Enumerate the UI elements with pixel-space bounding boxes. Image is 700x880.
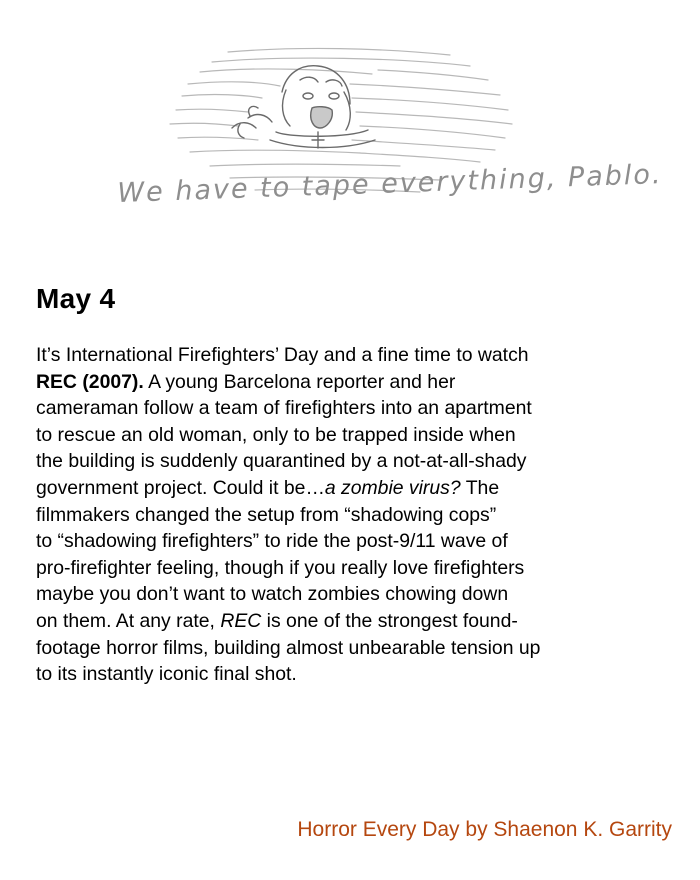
body-line [36, 342, 636, 369]
body-text-segment: The [460, 476, 500, 499]
body-line [36, 608, 636, 635]
body-text-segment: on them. At any rate, [36, 609, 221, 632]
italic-text: REC [220, 609, 262, 632]
entry-date: May 4 [36, 283, 116, 314]
body-text-segment: to its instantly iconic final shot. [36, 663, 297, 686]
body-text-segment: to “shadowing firefighters” to ride the post-9/11 wave of [36, 530, 508, 553]
body-text-segment: A young Barcelona reporter and her [143, 370, 456, 393]
body-line [36, 555, 636, 582]
body-text-segment: is one of the strongest found- [261, 609, 518, 632]
body-text-segment: the building is suddenly quarantined by a not-at-all-shady [36, 450, 527, 473]
body-line [36, 369, 636, 396]
footer-credit: Horror Every Day by Shaenon K. Garrity [297, 818, 672, 841]
body-line [36, 581, 636, 608]
illustration-caption: We have to tape everything, Pablo. [116, 158, 664, 209]
movie-title-bold: REC (2007). [36, 370, 144, 393]
body-text-segment: It’s International Firefighters’ Day and a fine time to watch [36, 344, 529, 366]
body-text-segment: maybe you don’t want to watch zombies chowing down [36, 583, 509, 606]
body-line [36, 448, 636, 475]
body-text-segment: footage horror films, building almost unbearable tension up [36, 636, 541, 659]
entry-body [36, 342, 636, 688]
italic-text: a zombie virus? [324, 476, 461, 499]
body-line [36, 475, 636, 502]
body-text-segment: to rescue an old woman, only to be trapped inside when [36, 423, 516, 446]
screaming-figure [232, 66, 375, 148]
body-line [36, 528, 636, 555]
body-line [36, 502, 636, 529]
body-text-segment: cameraman follow a team of firefighters into an apartment [36, 397, 532, 420]
body-line [36, 635, 636, 662]
body-text-segment: government project. Could it be… [36, 476, 325, 499]
body-line [36, 395, 636, 422]
body-text-segment: filmmakers changed the setup from “shadowing cops” [36, 503, 497, 526]
sketch-illustration [0, 0, 700, 270]
body-line [36, 661, 636, 688]
body-text-segment: pro-firefighter feeling, though if you really love firefighters [36, 556, 525, 579]
body-line [36, 422, 636, 449]
